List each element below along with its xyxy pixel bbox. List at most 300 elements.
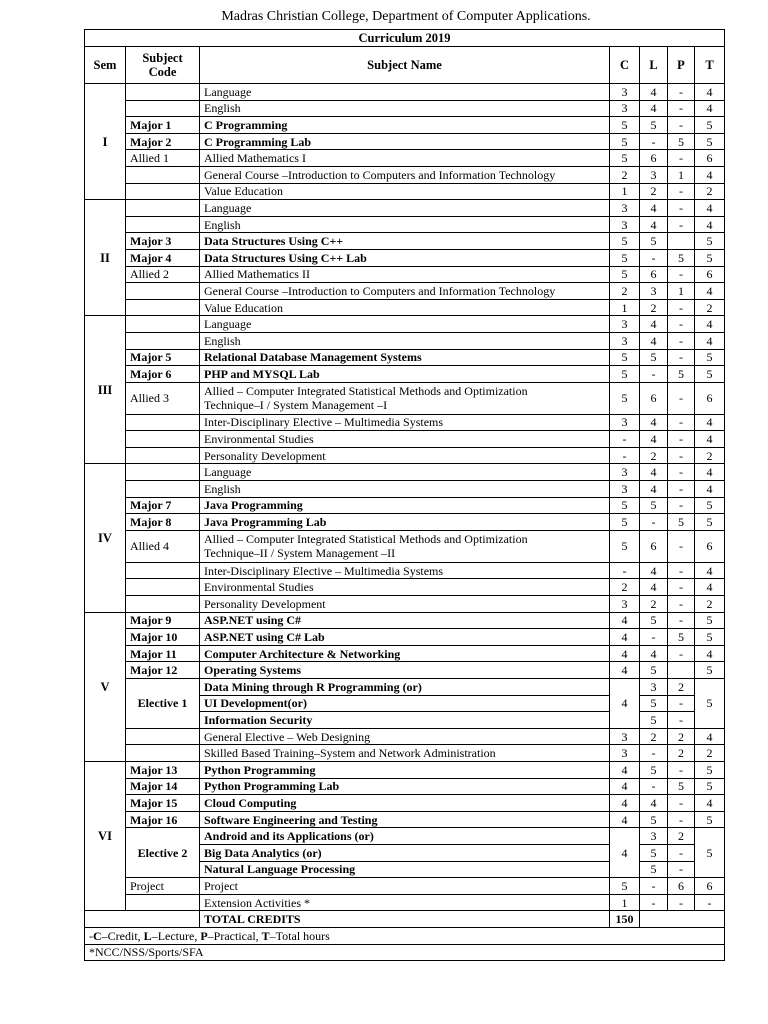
- practical-cell: -: [668, 894, 695, 911]
- table-row: [85, 596, 725, 613]
- subject-name-cell: Personality Development: [200, 447, 610, 464]
- credit-cell: -: [610, 447, 640, 464]
- table-row: [85, 761, 725, 778]
- subject-name-cell: [200, 530, 610, 562]
- credit-cell: 4: [610, 778, 640, 795]
- subject-name-cell: Value Education: [200, 299, 610, 316]
- table-row: [85, 233, 725, 250]
- table-row: [85, 497, 725, 514]
- lecture-cell: 4: [640, 414, 668, 431]
- total-rest-cell: [640, 911, 725, 928]
- practical-cell: 5: [668, 133, 695, 150]
- subject-name-cell: Java Programming: [200, 497, 610, 514]
- total-hours-cell: 5: [695, 828, 725, 878]
- practical-cell: 5: [668, 514, 695, 531]
- subject-name-cell: English: [200, 481, 610, 498]
- practical-cell: 2: [668, 679, 695, 696]
- lecture-cell: 5: [640, 233, 668, 250]
- credit-cell: 4: [610, 811, 640, 828]
- legend-text: –Lecture,: [151, 928, 201, 943]
- credit-cell: 5: [610, 530, 640, 562]
- subject-code-cell: Major 8: [126, 514, 200, 531]
- credit-cell: 5: [610, 249, 640, 266]
- subject-name-line: Allied – Computer Integrated Statistical Methods and Optimization: [204, 384, 528, 399]
- subject-code-cell: [126, 745, 200, 762]
- subject-code-cell: Elective 2: [126, 828, 200, 878]
- practical-cell: 2: [668, 728, 695, 745]
- table-row: [85, 828, 725, 845]
- subject-name-cell: Language: [200, 84, 610, 101]
- credit-cell: 5: [610, 117, 640, 134]
- subject-code-cell: Major 14: [126, 778, 200, 795]
- subject-code-cell: Elective 1: [126, 679, 200, 729]
- practical-cell: -: [668, 579, 695, 596]
- practical-cell: 1: [668, 166, 695, 183]
- practical-cell: -: [668, 562, 695, 579]
- credit-cell: -: [610, 431, 640, 448]
- subject-code-cell: Major 3: [126, 233, 200, 250]
- total-hours-cell: 4: [695, 481, 725, 498]
- subject-name-cell: Relational Database Management Systems: [200, 349, 610, 366]
- credit-cell: 3: [610, 216, 640, 233]
- semester-cell: V: [85, 612, 126, 761]
- total-hours-cell: 4: [695, 795, 725, 812]
- subject-name-line: Technique–II / System Management –II: [204, 546, 396, 561]
- subject-code-cell: [126, 431, 200, 448]
- table-row: [85, 117, 725, 134]
- total-hours-cell: 5: [695, 497, 725, 514]
- total-hours-cell: 4: [695, 100, 725, 117]
- total-credits-value: 150: [610, 911, 640, 928]
- total-hours-cell: 4: [695, 283, 725, 300]
- total-hours-cell: 5: [695, 366, 725, 383]
- lecture-cell: -: [640, 778, 668, 795]
- table-row: [85, 679, 725, 696]
- total-hours-cell: 5: [695, 249, 725, 266]
- practical-cell: -: [668, 481, 695, 498]
- subject-name-cell: Allied Mathematics I: [200, 150, 610, 167]
- total-hours-cell: 2: [695, 299, 725, 316]
- practical-cell: -: [668, 266, 695, 283]
- lecture-cell: -: [640, 745, 668, 762]
- table-row: [85, 349, 725, 366]
- practical-cell: -: [668, 216, 695, 233]
- subject-name-cell: PHP and MYSQL Lab: [200, 366, 610, 383]
- practical-cell: -: [668, 84, 695, 101]
- subject-code-cell: [126, 166, 200, 183]
- credit-cell: 4: [610, 761, 640, 778]
- table-row: [85, 579, 725, 596]
- subject-name-cell: Data Structures Using C++ Lab: [200, 249, 610, 266]
- lecture-cell: 5: [640, 497, 668, 514]
- subject-code-cell: [126, 414, 200, 431]
- subject-code-cell: Major 7: [126, 497, 200, 514]
- total-hours-cell: -: [695, 894, 725, 911]
- subject-name-cell: UI Development(or): [200, 695, 610, 712]
- table-row: [85, 728, 725, 745]
- table-row: [85, 629, 725, 646]
- total-credits-row: [85, 911, 725, 928]
- table-row: [85, 150, 725, 167]
- credit-cell: 1: [610, 299, 640, 316]
- total-hours-cell: 4: [695, 166, 725, 183]
- total-hours-cell: 5: [695, 117, 725, 134]
- credit-cell: 4: [610, 679, 640, 729]
- table-row: [85, 562, 725, 579]
- subject-name-cell: Language: [200, 464, 610, 481]
- subject-code-cell: [126, 283, 200, 300]
- lecture-cell: 5: [640, 662, 668, 679]
- total-hours-cell: 4: [695, 728, 725, 745]
- total-hours-cell: 4: [695, 579, 725, 596]
- total-hours-cell: 4: [695, 316, 725, 333]
- subject-code-cell: Major 1: [126, 117, 200, 134]
- table-row: [85, 530, 725, 562]
- subject-code-cell: Allied 3: [126, 382, 200, 414]
- lecture-cell: 4: [640, 332, 668, 349]
- table-row: [85, 431, 725, 448]
- lecture-cell: 4: [640, 431, 668, 448]
- table-row: [85, 662, 725, 679]
- total-hours-cell: 2: [695, 596, 725, 613]
- lecture-cell: -: [640, 894, 668, 911]
- subject-name-cell: Allied Mathematics II: [200, 266, 610, 283]
- subject-name-cell: Skilled Based Training–System and Network Administration: [200, 745, 610, 762]
- total-hours-cell: 4: [695, 431, 725, 448]
- subject-code-cell: Major 9: [126, 612, 200, 629]
- credit-cell: 3: [610, 414, 640, 431]
- total-hours-cell: 5: [695, 778, 725, 795]
- lecture-cell: 6: [640, 150, 668, 167]
- practical-cell: -: [668, 349, 695, 366]
- credit-cell: 3: [610, 464, 640, 481]
- credit-cell: 4: [610, 612, 640, 629]
- practical-cell: -: [668, 596, 695, 613]
- subject-code-cell: [126, 84, 200, 101]
- header-sem: Sem: [85, 47, 126, 84]
- lecture-cell: 4: [640, 562, 668, 579]
- table-row: [85, 778, 725, 795]
- credit-cell: 2: [610, 579, 640, 596]
- credit-cell: 3: [610, 728, 640, 745]
- header-lecture: L: [640, 47, 668, 84]
- table-row: [85, 133, 725, 150]
- subject-name-cell: English: [200, 332, 610, 349]
- credit-cell: 3: [610, 481, 640, 498]
- lecture-cell: 5: [640, 349, 668, 366]
- lecture-cell: -: [640, 366, 668, 383]
- total-hours-cell: 4: [695, 84, 725, 101]
- credit-cell: 2: [610, 166, 640, 183]
- credit-cell: 3: [610, 200, 640, 217]
- total-hours-cell: 6: [695, 266, 725, 283]
- subject-code-cell: [126, 183, 200, 200]
- lecture-cell: -: [640, 249, 668, 266]
- footnote-row: [85, 944, 725, 961]
- lecture-cell: 3: [640, 283, 668, 300]
- semester-cell: I: [85, 84, 126, 200]
- practical-cell: -: [668, 464, 695, 481]
- practical-cell: -: [668, 612, 695, 629]
- subject-code-cell: Major 2: [126, 133, 200, 150]
- total-hours-cell: 5: [695, 349, 725, 366]
- subject-code-cell: [126, 200, 200, 217]
- subject-name-cell: Natural Language Processing: [200, 861, 610, 878]
- header-total: T: [695, 47, 725, 84]
- header-credit: C: [610, 47, 640, 84]
- subject-name-cell: Data Mining through R Programming (or): [200, 679, 610, 696]
- total-hours-cell: 6: [695, 878, 725, 895]
- subject-name-cell: Inter-Disciplinary Elective – Multimedia Systems: [200, 562, 610, 579]
- credit-cell: 1: [610, 894, 640, 911]
- table-row: [85, 166, 725, 183]
- total-hours-cell: 6: [695, 530, 725, 562]
- subject-code-cell: Major 15: [126, 795, 200, 812]
- lecture-cell: 4: [640, 481, 668, 498]
- subject-name-cell: Language: [200, 316, 610, 333]
- lecture-cell: 2: [640, 447, 668, 464]
- subject-code-cell: [126, 579, 200, 596]
- credit-cell: 5: [610, 514, 640, 531]
- practical-cell: 5: [668, 249, 695, 266]
- practical-cell: -: [668, 431, 695, 448]
- subject-code-cell: Major 10: [126, 629, 200, 646]
- legend-cell: [85, 927, 725, 944]
- total-hours-cell: 5: [695, 233, 725, 250]
- subject-code-cell: [126, 216, 200, 233]
- total-hours-cell: 4: [695, 464, 725, 481]
- practical-cell: 1: [668, 283, 695, 300]
- subject-name-cell: Data Structures Using C++: [200, 233, 610, 250]
- table-row: [85, 382, 725, 414]
- subject-name-cell: English: [200, 216, 610, 233]
- table-row: [85, 84, 725, 101]
- lecture-cell: 6: [640, 382, 668, 414]
- subject-name-cell: Extension Activities *: [200, 894, 610, 911]
- subject-name-cell: Software Engineering and Testing: [200, 811, 610, 828]
- subject-code-cell: Major 6: [126, 366, 200, 383]
- subject-name-cell: C Programming: [200, 117, 610, 134]
- practical-cell: -: [668, 117, 695, 134]
- total-hours-cell: 4: [695, 645, 725, 662]
- table-row: [85, 332, 725, 349]
- credit-cell: 4: [610, 662, 640, 679]
- lecture-cell: 4: [640, 84, 668, 101]
- lecture-cell: 2: [640, 596, 668, 613]
- header-practical: P: [668, 47, 695, 84]
- subject-name-cell: Personality Development: [200, 596, 610, 613]
- credit-cell: 2: [610, 283, 640, 300]
- practical-cell: 2: [668, 828, 695, 845]
- total-hours-cell: 2: [695, 447, 725, 464]
- total-hours-cell: 5: [695, 679, 725, 729]
- credit-cell: 4: [610, 828, 640, 878]
- lecture-cell: 5: [640, 612, 668, 629]
- subject-code-cell: [126, 562, 200, 579]
- practical-cell: -: [668, 299, 695, 316]
- table-header-row: [85, 47, 725, 84]
- table-row: [85, 414, 725, 431]
- total-hours-cell: 6: [695, 150, 725, 167]
- semester-cell: IV: [85, 464, 126, 612]
- total-hours-cell: 4: [695, 562, 725, 579]
- subject-code-cell: [126, 447, 200, 464]
- credit-cell: 5: [610, 878, 640, 895]
- subject-name-cell: General Course –Introduction to Computers and Information Technology: [200, 166, 610, 183]
- subject-name-line: Technique–I / System Management –I: [204, 398, 388, 413]
- subject-code-cell: Major 16: [126, 811, 200, 828]
- practical-cell: -: [668, 382, 695, 414]
- subject-name-cell: [200, 382, 610, 414]
- lecture-cell: -: [640, 514, 668, 531]
- total-hours-cell: 5: [695, 811, 725, 828]
- lecture-cell: 4: [640, 464, 668, 481]
- practical-cell: -: [668, 811, 695, 828]
- subject-name-cell: Inter-Disciplinary Elective – Multimedia Systems: [200, 414, 610, 431]
- practical-cell: -: [668, 712, 695, 729]
- semester-cell: III: [85, 316, 126, 464]
- practical-cell: -: [668, 200, 695, 217]
- semester-cell: II: [85, 200, 126, 316]
- credit-cell: 5: [610, 233, 640, 250]
- table-row: [85, 183, 725, 200]
- credit-cell: 3: [610, 745, 640, 762]
- lecture-cell: 4: [640, 200, 668, 217]
- subject-name-cell: ASP.NET using C# Lab: [200, 629, 610, 646]
- practical-cell: -: [668, 645, 695, 662]
- subject-code-cell: [126, 299, 200, 316]
- total-hours-cell: 4: [695, 332, 725, 349]
- credit-cell: 5: [610, 382, 640, 414]
- credit-cell: 4: [610, 795, 640, 812]
- subject-name-cell: Project: [200, 878, 610, 895]
- lecture-cell: 6: [640, 530, 668, 562]
- total-credits-label: TOTAL CREDITS: [200, 911, 610, 928]
- credit-cell: 5: [610, 133, 640, 150]
- table-row: [85, 514, 725, 531]
- total-hours-cell: 5: [695, 133, 725, 150]
- credit-cell: 3: [610, 332, 640, 349]
- lecture-cell: 5: [640, 117, 668, 134]
- table-row: [85, 464, 725, 481]
- subject-code-cell: [126, 316, 200, 333]
- subject-name-cell: Python Programming Lab: [200, 778, 610, 795]
- curriculum-table: [84, 29, 725, 961]
- legend-abbreviation: T: [261, 928, 270, 943]
- subject-name-cell: General Elective – Web Designing: [200, 728, 610, 745]
- lecture-cell: 5: [640, 761, 668, 778]
- lecture-cell: 5: [640, 695, 668, 712]
- practical-cell: [668, 662, 695, 679]
- total-hours-cell: 2: [695, 183, 725, 200]
- lecture-cell: 4: [640, 645, 668, 662]
- lecture-cell: 5: [640, 811, 668, 828]
- subject-code-cell: Project: [126, 878, 200, 895]
- credit-cell: 5: [610, 349, 640, 366]
- practical-cell: -: [668, 761, 695, 778]
- subject-name-cell: ASP.NET using C#: [200, 612, 610, 629]
- credit-cell: 4: [610, 629, 640, 646]
- subject-name-cell: Big Data Analytics (or): [200, 844, 610, 861]
- lecture-cell: 4: [640, 795, 668, 812]
- total-blank-cell: [85, 911, 200, 928]
- lecture-cell: 2: [640, 299, 668, 316]
- table-row: [85, 299, 725, 316]
- subject-code-cell: [126, 894, 200, 911]
- practical-cell: -: [668, 316, 695, 333]
- subject-name-cell: Computer Architecture & Networking: [200, 645, 610, 662]
- subject-code-cell: Major 12: [126, 662, 200, 679]
- subject-code-cell: Major 13: [126, 761, 200, 778]
- subject-name-cell: General Course –Introduction to Computers and Information Technology: [200, 283, 610, 300]
- legend-abbreviation: L: [143, 928, 152, 943]
- subject-name-cell: Operating Systems: [200, 662, 610, 679]
- subject-code-cell: [126, 728, 200, 745]
- total-hours-cell: 2: [695, 745, 725, 762]
- practical-cell: -: [668, 332, 695, 349]
- document-heading: Madras Christian College, Department of Computer Applications.: [221, 9, 591, 24]
- curriculum-title: Curriculum 2019: [85, 30, 725, 47]
- total-hours-cell: 5: [695, 761, 725, 778]
- legend-row: [85, 927, 725, 944]
- subject-name-cell: Environmental Studies: [200, 579, 610, 596]
- practical-cell: -: [668, 497, 695, 514]
- credit-cell: 5: [610, 366, 640, 383]
- practical-cell: -: [668, 414, 695, 431]
- lecture-cell: 4: [640, 216, 668, 233]
- total-hours-cell: 4: [695, 216, 725, 233]
- practical-cell: 2: [668, 745, 695, 762]
- subject-name-cell: Value Education: [200, 183, 610, 200]
- lecture-cell: 5: [640, 844, 668, 861]
- subject-code-cell: Allied 4: [126, 530, 200, 562]
- table-row: [85, 283, 725, 300]
- total-hours-cell: 4: [695, 200, 725, 217]
- lecture-cell: 6: [640, 266, 668, 283]
- practical-cell: -: [668, 447, 695, 464]
- practical-cell: -: [668, 844, 695, 861]
- legend-text: –Credit,: [101, 928, 144, 943]
- header-subject-name: Subject Name: [200, 47, 610, 84]
- credit-cell: 4: [610, 645, 640, 662]
- table-row: [85, 811, 725, 828]
- credit-cell: 3: [610, 596, 640, 613]
- table-row: [85, 100, 725, 117]
- subject-code-cell: [126, 596, 200, 613]
- subject-name-cell: Java Programming Lab: [200, 514, 610, 531]
- practical-cell: -: [668, 695, 695, 712]
- subject-code-cell: [126, 332, 200, 349]
- total-hours-cell: 5: [695, 629, 725, 646]
- subject-code-cell: Major 5: [126, 349, 200, 366]
- credit-cell: 5: [610, 150, 640, 167]
- legend-abbreviation: P: [200, 928, 208, 943]
- table-row: [85, 878, 725, 895]
- practical-cell: -: [668, 530, 695, 562]
- total-hours-cell: 5: [695, 662, 725, 679]
- legend-text: –Total hours: [269, 928, 330, 943]
- lecture-cell: 3: [640, 679, 668, 696]
- table-row: [85, 894, 725, 911]
- lecture-cell: 4: [640, 316, 668, 333]
- table-row: [85, 481, 725, 498]
- credit-cell: 1: [610, 183, 640, 200]
- subject-name-cell: Environmental Studies: [200, 431, 610, 448]
- lecture-cell: -: [640, 629, 668, 646]
- practical-cell: 5: [668, 629, 695, 646]
- practical-cell: -: [668, 795, 695, 812]
- lecture-cell: 5: [640, 861, 668, 878]
